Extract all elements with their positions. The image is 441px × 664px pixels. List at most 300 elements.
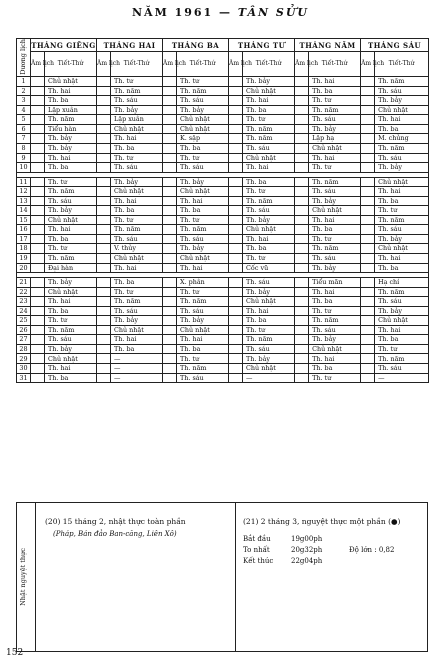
solar-day: 18 (17, 244, 31, 254)
lunar-day (31, 143, 45, 153)
weekday-cell: Th. hai (309, 354, 361, 364)
lunar-day (163, 306, 177, 316)
weekday-cell: Th. bảy (177, 177, 229, 187)
lunar-day (163, 115, 177, 125)
lunar-day (31, 263, 45, 273)
weekday-cell: Th. tư (111, 153, 163, 163)
lunar-day (229, 187, 243, 197)
lunar-day (295, 287, 309, 297)
weekday-cell: Th. tư (111, 215, 163, 225)
lunar-day (361, 206, 375, 216)
weekday-cell: Th. tư (177, 153, 229, 163)
lunar-day (361, 263, 375, 273)
lunar-day (97, 115, 111, 125)
weekday-header: Tiết-Thứ (375, 52, 429, 77)
lunar-day (31, 206, 45, 216)
weekday-cell: Th. ba (309, 297, 361, 307)
lunar-day (31, 287, 45, 297)
weekday-cell: Th. năm (45, 253, 97, 263)
lunar-day (361, 134, 375, 144)
lunar-day (361, 354, 375, 364)
weekday-cell: Th. bảy (111, 316, 163, 326)
month-header: THÁNG GIÊNG (31, 39, 97, 52)
lunar-day (97, 253, 111, 263)
lunar-day (163, 344, 177, 354)
weekday-cell: Th. sáu (309, 325, 361, 335)
lunar-day (295, 124, 309, 134)
month-header: THÁNG SÁU (361, 39, 429, 52)
weekday-cell: Th. bảy (375, 96, 429, 106)
lunar-day (361, 297, 375, 307)
lunar-day (97, 77, 111, 87)
solar-eclipse-regions: (Pháp, Bán đảo Ban-căng, Liên Xô) (53, 530, 177, 538)
lunar-day (31, 153, 45, 163)
weekday-cell: Th. hai (177, 335, 229, 345)
lunar-day (97, 354, 111, 364)
solar-day: 5 (17, 115, 31, 125)
weekday-cell: Th. ba (111, 206, 163, 216)
lunar-day (31, 335, 45, 345)
solar-day: 30 (17, 363, 31, 373)
lunar-day (361, 287, 375, 297)
lunar-day (31, 325, 45, 335)
lunar-day (97, 163, 111, 173)
lunar-day (295, 335, 309, 345)
weekday-cell: Th. tư (45, 177, 97, 187)
weekday-cell: Th. ba (111, 344, 163, 354)
weekday-cell: Th. ba (45, 306, 97, 316)
lunar-day (97, 134, 111, 144)
lunar-day (361, 196, 375, 206)
lunar-day (31, 134, 45, 144)
table-row (17, 344, 429, 354)
lunar-day (163, 225, 177, 235)
solar-day: 21 (17, 278, 31, 288)
lunar-day (229, 287, 243, 297)
lunar-day (229, 263, 243, 273)
table-row (17, 335, 429, 345)
lunar-day (229, 153, 243, 163)
table-row (17, 316, 429, 326)
table-row (17, 287, 429, 297)
lunar-day (31, 316, 45, 326)
weekday-cell: Th. năm (177, 363, 229, 373)
weekday-cell: Th. tư (309, 234, 361, 244)
lunar-day (97, 244, 111, 254)
lunar-day (97, 263, 111, 273)
magnitude-value: 0,82 (378, 546, 395, 554)
lunar-day (361, 143, 375, 153)
year-label: NĂM 1961 — (131, 6, 233, 19)
weekday-cell: Th. năm (375, 143, 429, 153)
table-row (17, 354, 429, 364)
lunar-day (295, 206, 309, 216)
solar-day: 22 (17, 287, 31, 297)
begin-value: 19g00ph (291, 535, 323, 543)
table-row (17, 297, 429, 307)
lunar-day (229, 325, 243, 335)
weekday-cell: Th. năm (111, 225, 163, 235)
lunar-eclipse-note: (21) 2 tháng 3, nguyệt thực một phần (●) (243, 517, 401, 526)
weekday-cell: Th. bảy (375, 306, 429, 316)
table-row (17, 86, 429, 96)
lunar-day (229, 77, 243, 87)
solar-day: 4 (17, 105, 31, 115)
lunar-day (229, 344, 243, 354)
table-row (17, 325, 429, 335)
weekday-cell: Th. hai (243, 306, 295, 316)
lunar-day (295, 215, 309, 225)
lunar-day (295, 134, 309, 144)
lunar-day (163, 316, 177, 326)
weekday-cell: Th. tư (375, 206, 429, 216)
weekday-cell: Th. sáu (111, 163, 163, 173)
weekday-cell: Th. sáu (375, 297, 429, 307)
table-row (17, 177, 429, 187)
weekday-cell: Th. bảy (45, 143, 97, 153)
weekday-cell: Th. tư (177, 287, 229, 297)
weekday-cell: Th. hai (45, 225, 97, 235)
notes-divider (235, 503, 236, 651)
weekday-cell: Th. bảy (177, 316, 229, 326)
weekday-cell: Chủ nhật (45, 287, 97, 297)
weekday-cell: Th. ba (243, 316, 295, 326)
lunar-day (97, 306, 111, 316)
lunar-day (295, 297, 309, 307)
lunar-day (229, 244, 243, 254)
weekday-cell: Th. năm (309, 105, 361, 115)
lunar-day (97, 105, 111, 115)
weekday-cell: Th. năm (45, 325, 97, 335)
lunar-day (295, 253, 309, 263)
month-header: THÁNG BA (163, 39, 229, 52)
lunar-day-header: Âm lịch (97, 52, 111, 77)
solar-day: 17 (17, 234, 31, 244)
weekday-cell: Th. hai (111, 196, 163, 206)
lunar-day (31, 354, 45, 364)
weekday-cell: K. sập (177, 134, 229, 144)
lunar-day (361, 234, 375, 244)
weekday-cell: Th. tư (177, 77, 229, 87)
lunar-day (229, 363, 243, 373)
table-row (17, 234, 429, 244)
weekday-cell: Th. tư (309, 163, 361, 173)
weekday-cell: Th. năm (309, 177, 361, 187)
table-row (17, 143, 429, 153)
lunar-day (361, 124, 375, 134)
weekday-cell: Chủ nhật (177, 115, 229, 125)
weekday-cell: Th. bảy (243, 287, 295, 297)
lunar-day (97, 153, 111, 163)
weekday-cell: Th. sáu (111, 96, 163, 106)
lunar-day (361, 177, 375, 187)
weekday-cell: Th. bảy (309, 124, 361, 134)
solar-eclipse-note: (20) 15 tháng 2, nhật thực toàn phần (Pháp, Bán đảo Ban-căng, Liên Xô) (45, 517, 231, 538)
weekday-cell: Th. bảy (45, 344, 97, 354)
weekday-cell: Th. tư (309, 306, 361, 316)
solar-day: 29 (17, 354, 31, 364)
lunar-day (31, 297, 45, 307)
lunar-day (31, 234, 45, 244)
weekday-cell: Tiểu mãn (309, 278, 361, 288)
lunar-day (295, 153, 309, 163)
weekday-cell: Th. ba (177, 344, 229, 354)
begin-label: Bắt đầu (243, 535, 271, 543)
solar-day: 24 (17, 306, 31, 316)
weekday-cell: Th. ba (309, 225, 361, 235)
weekday-cell: Th. ba (375, 263, 429, 273)
weekday-cell: Th. sáu (45, 196, 97, 206)
weekday-cell: Chủ nhật (375, 105, 429, 115)
weekday-cell: Chủ nhật (243, 363, 295, 373)
weekday-cell: Th. năm (243, 134, 295, 144)
weekday-cell: Chủ nhật (111, 124, 163, 134)
weekday-cell: Th. ba (45, 373, 97, 383)
lunar-day (163, 143, 177, 153)
lunar-day (31, 115, 45, 125)
solar-day: 1 (17, 77, 31, 87)
weekday-cell: Th. năm (243, 335, 295, 345)
lunar-day (163, 244, 177, 254)
lunar-day (229, 297, 243, 307)
lunar-day (361, 163, 375, 173)
lunar-day (229, 306, 243, 316)
weekday-cell: Th. tư (45, 244, 97, 254)
weekday-cell: Cốc vũ (243, 263, 295, 273)
lunar-day (31, 86, 45, 96)
lunar-day (97, 344, 111, 354)
lunar-day (295, 77, 309, 87)
lunar-day (295, 344, 309, 354)
table-row (17, 206, 429, 216)
weekday-header: Tiết-Thứ (45, 52, 97, 77)
weekday-cell: Th. năm (375, 354, 429, 364)
weekday-header: Tiết-Thứ (111, 52, 163, 77)
lunar-day (163, 325, 177, 335)
lunar-day (163, 373, 177, 383)
table-row (17, 253, 429, 263)
weekday-cell: Th. hai (177, 263, 229, 273)
weekday-cell: — (111, 373, 163, 383)
weekday-cell: Th. ba (309, 363, 361, 373)
lunar-day (295, 177, 309, 187)
weekday-cell: Chủ nhật (243, 225, 295, 235)
lunar-day (97, 187, 111, 197)
weekday-cell: Th. bảy (243, 215, 295, 225)
weekday-header: Tiết-Thứ (243, 52, 295, 77)
lunar-day (31, 306, 45, 316)
weekday-cell: Th. ba (111, 278, 163, 288)
weekday-cell: Th. sáu (309, 187, 361, 197)
weekday-cell: Chủ nhật (45, 354, 97, 364)
lunar-day (361, 187, 375, 197)
weekday-cell: Th. ba (243, 177, 295, 187)
weekday-cell: Th. tư (243, 115, 295, 125)
weekday-cell: Th. năm (309, 244, 361, 254)
month-header: THÁNG TƯ (229, 39, 295, 52)
lunar-day-header: Âm lịch (229, 52, 243, 77)
weekday-cell: Th. hai (375, 187, 429, 197)
lunar-day (31, 177, 45, 187)
lunar-day (361, 225, 375, 235)
solar-day: 26 (17, 325, 31, 335)
lunar-day (361, 278, 375, 288)
weekday-cell: Th. hai (45, 363, 97, 373)
weekday-cell: Chủ nhật (177, 253, 229, 263)
table-row (17, 77, 429, 87)
weekday-cell: Th. năm (177, 225, 229, 235)
lunar-day (295, 244, 309, 254)
lunar-day (361, 306, 375, 316)
lunar-day (361, 153, 375, 163)
lunar-day (97, 96, 111, 106)
weekday-cell: Th. bảy (177, 244, 229, 254)
weekday-cell: Th. sáu (177, 163, 229, 173)
weekday-cell: Th. bảy (309, 263, 361, 273)
lunar-day (295, 196, 309, 206)
lunar-day (229, 105, 243, 115)
table-row (17, 134, 429, 144)
weekday-cell: Th. năm (111, 86, 163, 96)
lunar-day (163, 153, 177, 163)
weekday-cell: — (111, 354, 163, 364)
weekday-cell: Th. hai (243, 96, 295, 106)
solar-day-header: Dương lịch (17, 39, 31, 77)
weekday-header: Tiết-Thứ (309, 52, 361, 77)
weekday-cell: Th. hai (177, 196, 229, 206)
lunar-day (163, 363, 177, 373)
solar-day: 11 (17, 177, 31, 187)
lunar-day (163, 177, 177, 187)
month-header: THÁNG NĂM (295, 39, 361, 52)
weekday-cell: Chủ nhật (111, 187, 163, 197)
lunar-day (295, 263, 309, 273)
weekday-cell: Th. sáu (111, 306, 163, 316)
end-label: Kết thúc (243, 557, 274, 565)
weekday-cell: Chủ nhật (177, 124, 229, 134)
lunar-day-header: Âm lịch (295, 52, 309, 77)
lunar-day (97, 86, 111, 96)
lunar-day (229, 124, 243, 134)
weekday-cell: Th. bảy (45, 278, 97, 288)
weekday-cell: Chủ nhật (177, 187, 229, 197)
lunar-day (361, 215, 375, 225)
lunar-day (163, 278, 177, 288)
lunar-day (97, 225, 111, 235)
lunar-day (229, 196, 243, 206)
lunar-day (163, 124, 177, 134)
weekday-cell: Lập hạ (309, 134, 361, 144)
eclipse-notes (16, 502, 428, 652)
weekday-cell: Th. hai (243, 163, 295, 173)
weekday-cell: Th. bảy (45, 134, 97, 144)
lunar-day (229, 278, 243, 288)
weekday-cell: Th. sáu (45, 335, 97, 345)
lunar-day (97, 278, 111, 288)
lunar-day (97, 143, 111, 153)
weekday-cell: Th. năm (45, 115, 97, 125)
lunar-day (31, 244, 45, 254)
lunar-day (163, 335, 177, 345)
table-row (17, 306, 429, 316)
weekday-cell: Chủ nhật (45, 77, 97, 87)
lunar-day (97, 206, 111, 216)
lunar-day (229, 225, 243, 235)
lunar-day (163, 263, 177, 273)
weekday-cell: Th. ba (375, 335, 429, 345)
weekday-cell: Th. sáu (243, 344, 295, 354)
lunar-day (229, 316, 243, 326)
weekday-cell: Chủ nhật (243, 297, 295, 307)
lunar-day (229, 115, 243, 125)
lunar-day (229, 253, 243, 263)
weekday-cell: Th. tư (309, 373, 361, 383)
weekday-cell: Th. hai (45, 153, 97, 163)
lunar-day (163, 77, 177, 87)
table-row (17, 124, 429, 134)
weekday-cell: Th. tư (243, 325, 295, 335)
weekday-cell: Th. sáu (243, 278, 295, 288)
weekday-cell: Th. hai (45, 297, 97, 307)
solar-day: 19 (17, 253, 31, 263)
weekday-cell: Th. tư (375, 344, 429, 354)
lunar-day (97, 363, 111, 373)
lunar-day (229, 206, 243, 216)
lunar-day (295, 225, 309, 235)
lunar-day (361, 363, 375, 373)
weekday-cell: Chủ nhật (243, 153, 295, 163)
weekday-cell: Th. bảy (111, 105, 163, 115)
weekday-cell: Th. tư (243, 187, 295, 197)
weekday-cell: Th. sáu (309, 115, 361, 125)
lunar-day (31, 163, 45, 173)
lunar-day (361, 325, 375, 335)
weekday-cell: Th. sáu (309, 253, 361, 263)
lunar-day (163, 134, 177, 144)
page-header (0, 6, 441, 19)
lunar-day (97, 124, 111, 134)
max-label: To nhất (243, 546, 270, 554)
lunar-day (295, 143, 309, 153)
lunar-day (229, 373, 243, 383)
weekday-cell: Th. hai (375, 115, 429, 125)
weekday-cell: Chủ nhật (177, 325, 229, 335)
solar-day: 14 (17, 206, 31, 216)
weekday-cell: Th. tư (45, 316, 97, 326)
solar-day: 10 (17, 163, 31, 173)
solar-day: 3 (17, 96, 31, 106)
table-row (17, 244, 429, 254)
table-row (17, 373, 429, 383)
lunar-day (163, 234, 177, 244)
weekday-cell: Chủ nhật (375, 316, 429, 326)
weekday-cell: Th. tư (111, 77, 163, 87)
year-name: TÂN SỬU (237, 6, 310, 19)
lunar-day (163, 215, 177, 225)
weekday-cell: Lập xuân (45, 105, 97, 115)
lunar-day (31, 77, 45, 87)
lunar-day (31, 363, 45, 373)
end-value: 22g04ph (291, 557, 323, 565)
lunar-day (361, 86, 375, 96)
solar-day: 9 (17, 153, 31, 163)
lunar-day (163, 86, 177, 96)
lunar-day (97, 335, 111, 345)
weekday-cell: Đại hàn (45, 263, 97, 273)
weekday-cell: Th. ba (309, 86, 361, 96)
lunar-day (295, 354, 309, 364)
lunar-day (97, 287, 111, 297)
